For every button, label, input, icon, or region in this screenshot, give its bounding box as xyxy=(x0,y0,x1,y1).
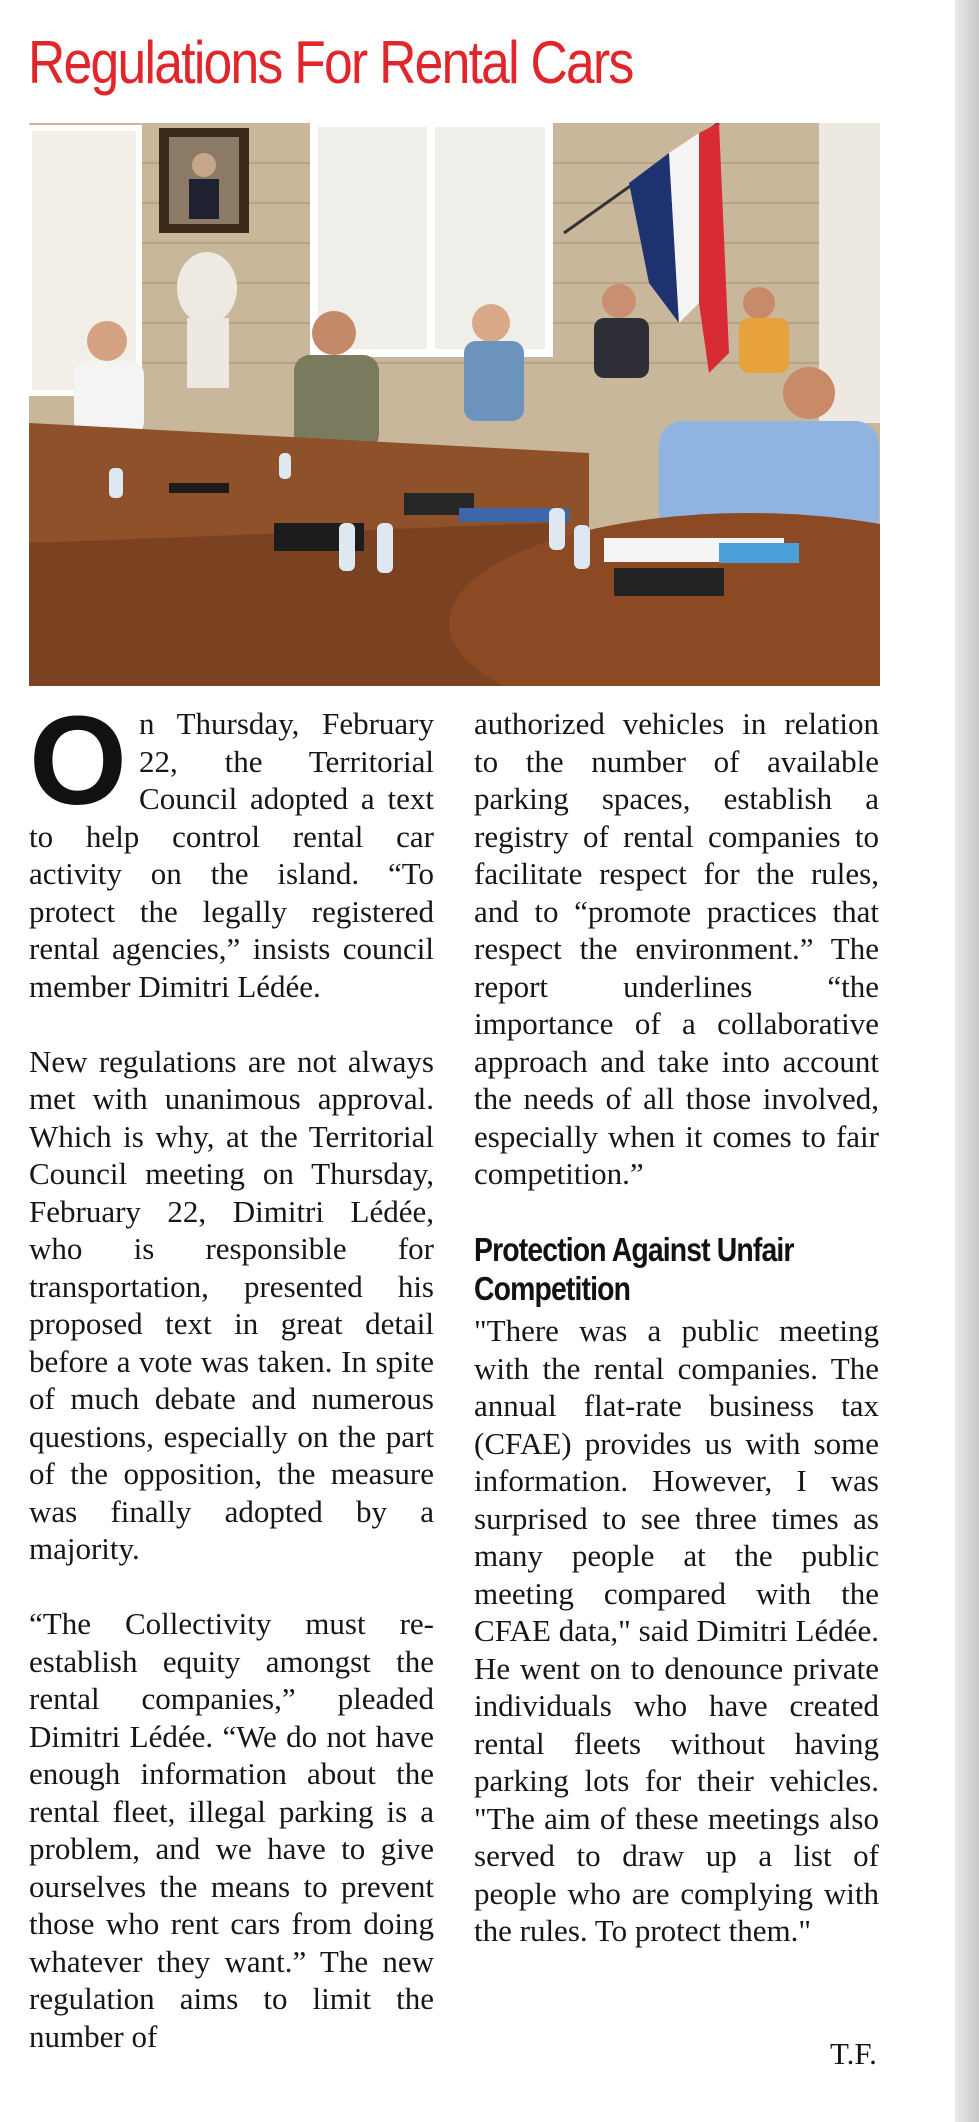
intro-paragraph xyxy=(29,690,434,1005)
article-headline: Regulations For Rental Cars xyxy=(28,29,633,96)
page-edge-shadow xyxy=(955,0,979,2122)
body-paragraph-4: authorized vehicles in relation to the number of available parking spaces, establish a registry of rental companies to facilitate respect for the rules, and to “promote practices that respect the environment.” The report underlines “the importance of a collaborative approach and take into account the needs of all those involved, especially when it comes to fair competition.” xyxy=(474,706,879,1191)
author-byline: T.F. xyxy=(830,2036,877,2071)
intro-text: n Thursday, February 22, the Territorial Council adopted a text to help control rental car activity on the island. “To protect the legally registered rental agencies,” insists council member Dimitri Lédée. xyxy=(29,706,434,1004)
article-column-left xyxy=(29,690,434,2055)
article-column-right xyxy=(474,705,879,1950)
drop-cap: O xyxy=(29,690,128,831)
body-paragraph-2: New regulations are not always met with unanimous approval. Which is why, at the Territorial Council meeting on Thursday, February 22, Dimitri Lédée, who is responsible for transportation, presented his proposed text in great detail before a vote was taken. In spite of much debate and numerous questions, especially on the part of the opposition, the measure was finally adopted by a majority. xyxy=(29,1043,434,1566)
body-paragraph-5: "There was a public meeting with the rental companies. The annual flat-rate business tax (CFAE) provides us with some information. However, I was surprised to see three times as many people at the public meeting compared with the CFAE data," said Dimitri Lédée. He went on to denounce private individuals who have created rental fleets without having parking lots for their vehicles. "The aim of these meetings also served to draw up a list of people who are complying with the rules. To protect them." xyxy=(474,1313,879,1948)
body-paragraph-3: “The Collectivity must re-establish equity amongst the rental companies,” pleaded Dimitri Lédée. “We do not have enough information about the rental fleet, illegal parking is a problem, and we have to give ourselves the means to prevent those who rent cars from doing whatever they want.” The new regulation aims to limit the number of xyxy=(29,1606,434,2054)
section-subheading: Protection Against Unfair Competition xyxy=(474,1231,794,1307)
council-meeting-photo xyxy=(29,123,880,686)
